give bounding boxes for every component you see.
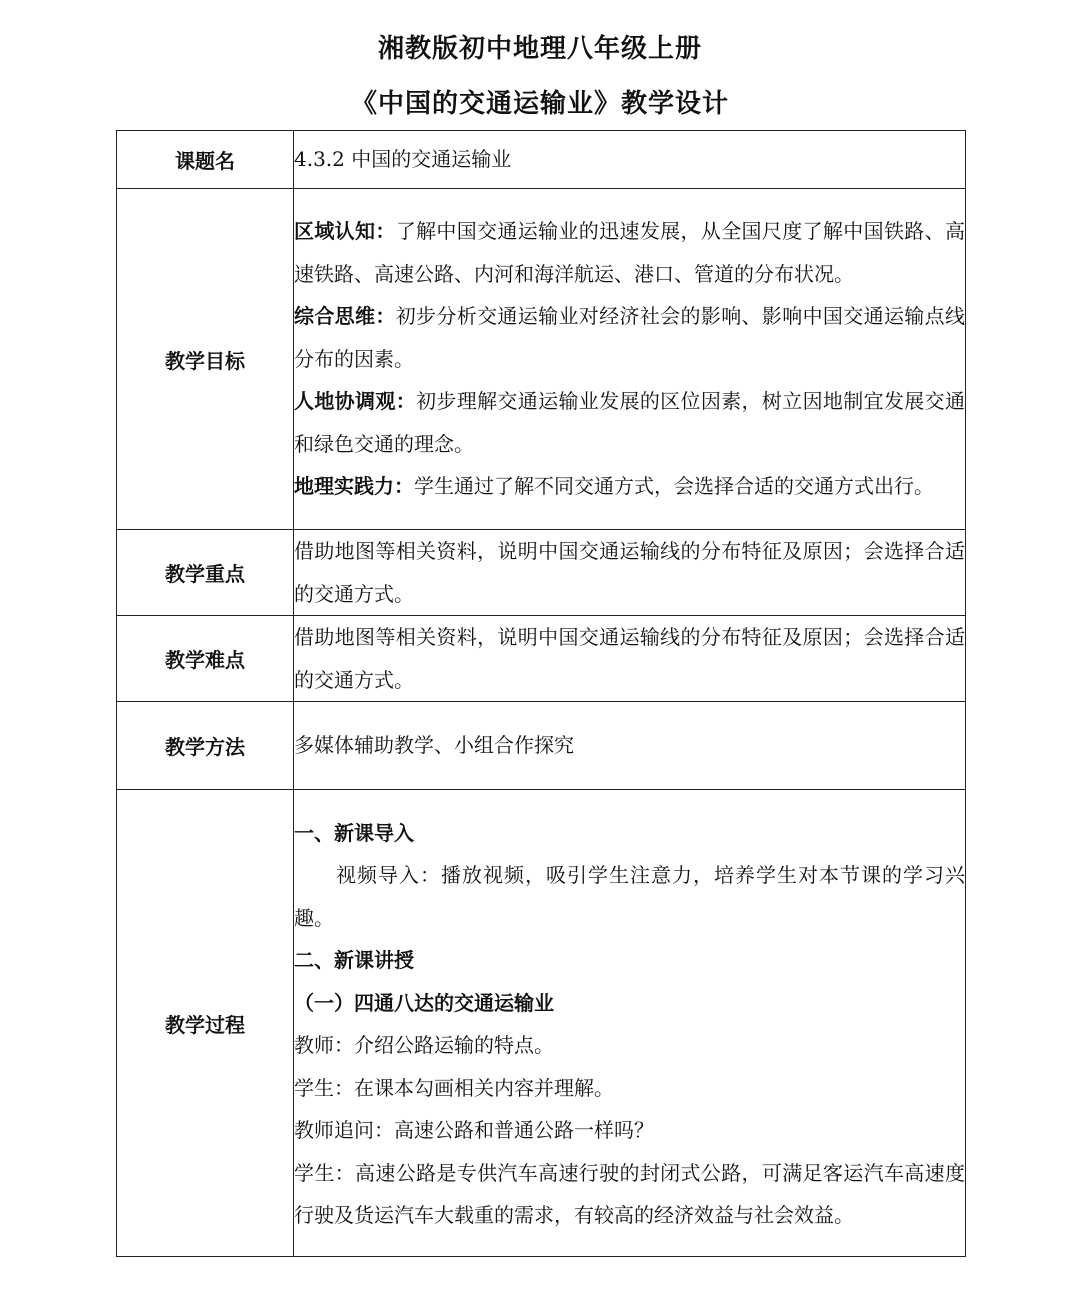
section-heading: 一、新课导入 [294,820,414,845]
methods-text: 多媒体辅助教学、小组合作探究 [294,733,574,758]
label-methods: 教学方法 [117,702,294,790]
document-title-line2: 《中国的交通运输业》教学设计 [350,89,729,119]
objective-key: 人地协调观： [294,389,417,414]
section-heading: 二、新课讲授 [294,948,414,972]
topic-text: 4.3.2 中国的交通运输业 [294,147,512,172]
objective-item [294,210,965,295]
objective-text: 了解中国交通运输业的迅速发展，从全国尺度了解中国铁路、高速铁路、高速公路、内河和海洋航运、港口、管道的分布状况。 [294,219,965,286]
value-process [294,790,966,1257]
objective-text: 学生通过了解不同交通方式，会选择合适的交通方式出行。 [414,474,934,499]
value-difficulties [294,616,966,702]
objective-text: 初步理解交通运输业发展的区位因素，树立因地制宜发展交通和绿色交通的理念。 [294,389,965,456]
row-topic [117,131,966,189]
objective-item [294,465,965,508]
dialogue-line: 教师：介绍公路运输的特点。 [294,1033,554,1057]
row-methods [117,702,966,790]
objective-item [294,380,965,465]
objective-key: 区域认知： [294,219,396,244]
difficulties-text: 借助地图等相关资料，说明中国交通运输线的分布特征及原因；会选择合适的交通方式。 [294,625,965,692]
label-difficulties: 教学难点 [117,616,294,702]
label-topic: 课题名 [117,131,294,189]
dialogue-line: 学生：高速公路是专供汽车高速行驶的封闭式公路，可满足客运汽车高速度行驶及货运汽车大载重的需求，有较高的经济效益与社会效益。 [294,1160,965,1227]
value-topic [294,131,966,189]
label-process: 教学过程 [117,790,294,1257]
key-points-text: 借助地图等相关资料，说明中国交通运输线的分布特征及原因；会选择合适的交通方式。 [294,539,965,606]
objective-item [294,295,965,380]
value-key-points [294,530,966,616]
value-objectives [294,189,966,530]
row-objectives [117,189,966,530]
row-difficulties [117,616,966,702]
label-key-points: 教学重点 [117,530,294,616]
dialogue-line: 学生：在课本勾画相关内容并理解。 [294,1075,614,1100]
dialogue-line: 教师追问：高速公路和普通公路一样吗？ [294,1118,654,1142]
row-key-points [117,530,966,616]
lesson-plan-table [116,130,966,1257]
objective-key: 地理实践力： [294,474,414,499]
document-title-line1: 湘教版初中地理八年级上册 [377,34,702,64]
section-paragraph: 视频导入：播放视频，吸引学生注意力，培养学生对本节课的学习兴趣。 [294,863,965,930]
row-process [117,790,966,1257]
objective-text: 初步分析交通运输业对经济社会的影响、影响中国交通运输点线分布的因素。 [294,304,965,371]
objective-key: 综合思维： [294,304,396,329]
value-methods [294,702,966,790]
subsection-heading: （一）四通八达的交通运输业 [294,990,554,1015]
label-objectives: 教学目标 [117,189,294,530]
